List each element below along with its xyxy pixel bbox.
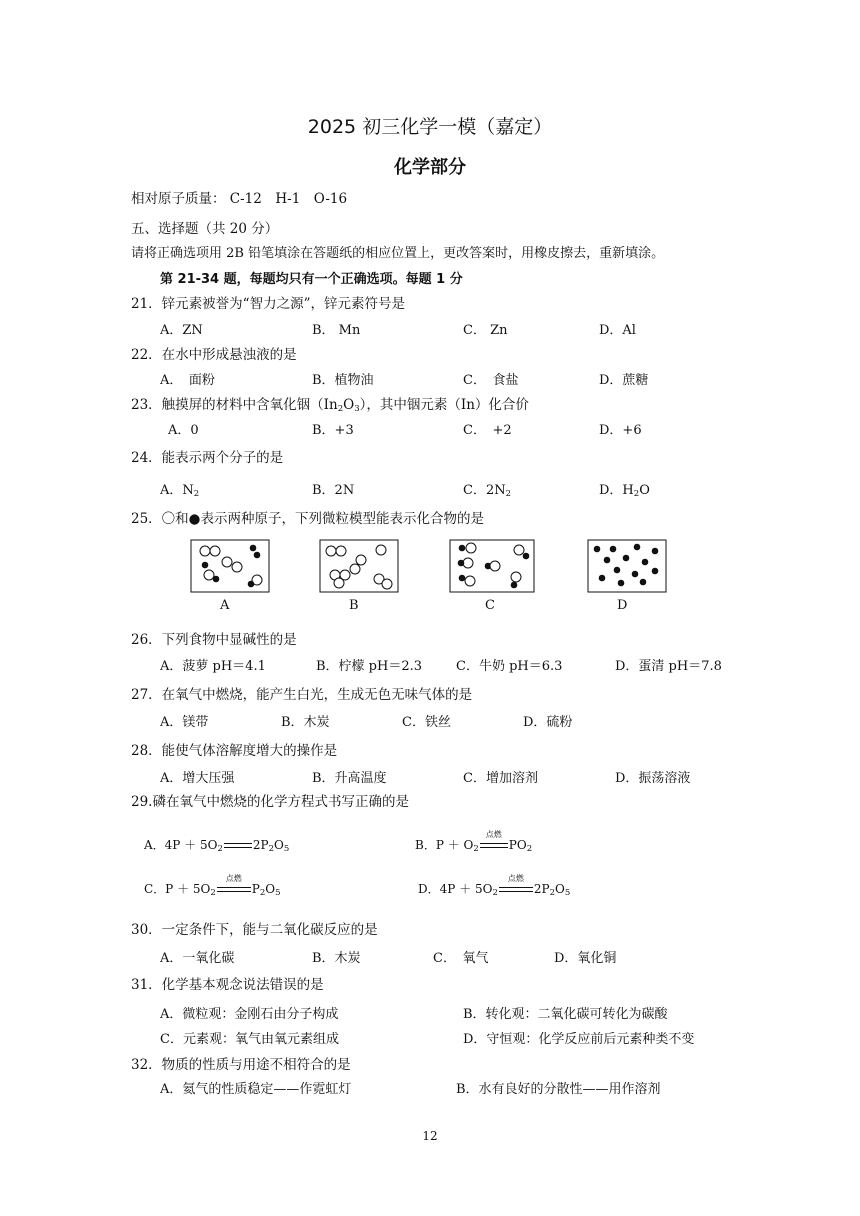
question-27-stem: 27．在氧气中燃烧，能产生白光，生成无色无味气体的是 <box>131 687 473 703</box>
q21-option-d: D．Al <box>599 323 636 338</box>
q27-option-c: C．铁丝 <box>402 715 451 730</box>
q28-option-b: B．升高温度 <box>312 771 387 786</box>
q30-option-d: D．氧化铜 <box>554 951 617 966</box>
condition-ignite-d: 点燃 <box>507 874 524 883</box>
model-label-c: C <box>485 598 495 613</box>
q27-option-b: B．木炭 <box>281 715 330 730</box>
q26-option-a: A．菠萝 pH＝4.1 <box>160 659 266 674</box>
q31-option-a: A．微粒观：金刚石由分子构成 <box>160 1007 339 1022</box>
page-subtitle: 化学部分 <box>394 157 466 178</box>
condition-ignite-c: 点燃 <box>225 874 242 883</box>
page-number: 12 <box>422 1129 438 1143</box>
question-22-stem: 22．在水中形成悬浊液的是 <box>131 347 297 363</box>
q24-option-c: C．$2N_2$ <box>463 483 512 499</box>
question-25-stem: 25．〇和●表示两种原子，下列微粒模型能表示化合物的是 <box>131 511 484 527</box>
q29-option-d: D．$4P + 5O_2$ 点燃 $2P_2O_5$ <box>418 874 571 898</box>
question-32-stem: 32．物质的性质与用途不相符合的是 <box>131 1057 351 1073</box>
question-26-stem: 26．下列食物中显碱性的是 <box>131 632 297 648</box>
q23-option-a: A．0 <box>168 423 199 438</box>
section-sub-instruction: 第 21-34 题，每题均只有一个正确选项。每题 1 分 <box>160 272 463 287</box>
model-label-a: A <box>220 598 230 613</box>
model-label-b: B <box>349 598 359 613</box>
q32-option-b: B．水有良好的分散性——用作溶剂 <box>456 1082 661 1097</box>
q31-option-b: B．转化观：二氧化碳可转化为碳酸 <box>463 1007 668 1022</box>
q21-option-c: C． Zn <box>463 323 508 338</box>
equals-sign <box>499 887 533 892</box>
q24-option-d: D．$H_2O$ <box>599 483 650 499</box>
question-31-stem: 31．化学基本观念说法错误的是 <box>131 977 324 993</box>
section-instruction: 请将正确选项用 2B 铅笔填涂在答题纸的相应位置上，更改答案时，用橡皮擦去，重新填涂。 <box>131 246 665 261</box>
q28-option-d: D．振荡溶液 <box>615 771 691 786</box>
q27-option-a: A．镁带 <box>160 715 209 730</box>
equals-sign <box>224 843 252 848</box>
question-30-stem: 30．一定条件下，能与二氧化碳反应的是 <box>131 922 378 938</box>
q26-option-d: D．蛋清 pH＝7.8 <box>615 659 722 674</box>
q30-option-c: C． 氧气 <box>433 951 489 966</box>
q21-option-a: A．ZN <box>160 323 203 338</box>
q22-option-a: A． 面粉 <box>160 373 215 388</box>
q29-option-c: C．$P + 5O_2$ 点燃 $P_2O_5$ <box>144 874 281 898</box>
question-21-stem: 21．锌元素被誉为“智力之源”，锌元素符号是 <box>131 296 405 312</box>
question-28-stem: 28．能使气体溶解度增大的操作是 <box>131 743 338 759</box>
q29-option-a: A．$4P + 5O_2$ $2P_2O_5$ <box>144 838 290 854</box>
q31-option-d: D．守恒观：化学反应前后元素种类不变 <box>463 1032 695 1047</box>
q28-option-c: C．增加溶剂 <box>463 771 538 786</box>
question-24-stem: 24．能表示两个分子的是 <box>131 450 284 466</box>
question-29-stem: 29.磷在氧气中燃烧的化学方程式书写正确的是 <box>131 794 409 810</box>
q22-option-b: B．植物油 <box>312 373 374 388</box>
model-box-c <box>450 540 534 592</box>
q29-option-b: B．$P + O_2$ 点燃 $PO_2$ <box>415 830 533 854</box>
q28-option-a: A．增大压强 <box>160 771 235 786</box>
q26-option-c: C．牛奶 pH＝6.3 <box>456 659 563 674</box>
question-23-stem: 23．触摸屏的材料中含氧化铟$(In_2O_3)$，其中铟元素（In）化合价 <box>131 397 529 414</box>
page-title: 2025 初三化学一模（嘉定） <box>307 116 553 138</box>
particle-model-diagrams <box>185 536 685 618</box>
equals-sign <box>480 843 508 848</box>
condition-ignite-b: 点燃 <box>485 830 502 839</box>
atomic-mass-note: 相对原子质量： C-12 H-1 O-16 <box>131 191 348 207</box>
q32-option-a: A．氦气的性质稳定——作霓虹灯 <box>160 1082 352 1097</box>
equals-sign <box>217 887 251 892</box>
q21-option-b: B． Mn <box>312 323 361 338</box>
q30-option-a: A．一氧化碳 <box>160 951 235 966</box>
q27-option-d: D．硫粉 <box>523 715 573 730</box>
q22-option-d: D．蔗糖 <box>599 373 649 388</box>
q24-option-b: B．2N <box>312 483 355 498</box>
model-label-d: D <box>617 598 628 613</box>
q23-option-c: C． +2 <box>463 423 512 438</box>
model-box-b <box>320 540 398 592</box>
model-box-a <box>191 540 269 592</box>
q24-option-a: A．$N_2$ <box>160 483 200 499</box>
q30-option-b: B．木炭 <box>312 951 361 966</box>
model-box-d <box>588 540 666 592</box>
q26-option-b: B．柠檬 pH＝2.3 <box>316 659 423 674</box>
q23-option-d: D．+6 <box>599 423 642 438</box>
section-heading: 五、选择题（共 20 分） <box>131 221 279 237</box>
q23-option-b: B．+3 <box>312 423 354 438</box>
q22-option-c: C． 食盐 <box>463 373 519 388</box>
q31-option-c: C．元素观：氧气由氧元素组成 <box>160 1032 339 1047</box>
